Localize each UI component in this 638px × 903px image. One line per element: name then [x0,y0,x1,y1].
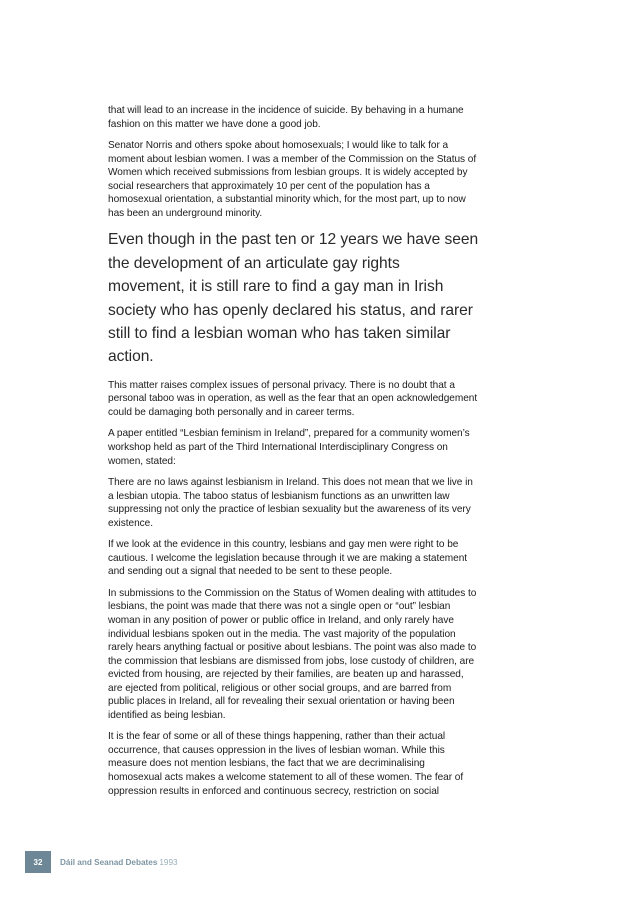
paragraph-senator-norris: Senator Norris and others spoke about homosexuals; I would like to talk for a moment about lesbian women. I was a member of the Commission on the Status of Women which received submissions from lesbian groups. It is widely accepted by social researchers that approximately 10 per cent of the population has a homosexual orientation, a substantial minority which, for the most part, up to now has been an underground minority. [108,140,477,219]
paragraph-quoted-statement: There are no laws against lesbianism in Ireland. This does not mean that we live in a lesbian utopia. The taboo status of lesbianism functions as an unwritten law suppressing not only the practice of lesbian sexuality but the awareness of its very existence. [108,477,473,529]
paragraph-commission-submissions: In submissions to the Commission on the Status of Women dealing with attitudes to lesbians, the point was made that there was not a single open or “out” lesbian woman in any position of power or public office in Ireland, and only rarely have individual lesbians spoken out in the media. The vast majority of the population rarely hears anything factual or positive about lesbians. The point was also made to the commission that lesbians are dismissed from jobs, lose custody of children, are evicted from housing, are rejected by their families, are beaten up and harassed, are ejected from political, religious or other social groups, and are barred from public places in Ireland, all for revealing their sexual orientation or having been identified as being lesbian. [108,587,477,721]
page-number: 32 [25,851,51,873]
footer-title-text: Dáil and Seanad Debates [60,857,158,867]
footer-publication-title [60,851,178,873]
paragraph-fear-of-oppression: It is the fear of some or all of these things happening, rather than their actual occurrence, that causes oppression in the lives of lesbian woman. While this measure does not mention lesbians, the fact that we are decriminalising homosexual acts makes a welcome statement to all of these women. The fear of oppression results in enforced and continuous secrecy, restriction on social [108,731,464,797]
paragraph-suicide-continuation: that will lead to an increase in the incidence of suicide. By behaving in a humane fashion on this matter we have done a good job. [108,105,464,130]
page-body [108,104,480,806]
paragraph-evidence: If we look at the evidence in this country, lesbians and gay men were right to be cautious. I welcome the legislation because through it we are making a statement and sending out a signal that needed to be sent to these people. [108,539,468,578]
pull-quote: Even though in the past ten or 12 years we have seen the development of an articulate gay rights movement, it is still rare to find a gay man in Irish society who has openly declared his status, and rarer still to find a lesbian woman who has taken similar action. [108,231,479,366]
page-footer [0,851,638,873]
footer-year: 1993 [159,857,178,867]
paragraph-personal-privacy: This matter raises complex issues of personal privacy. There is no doubt that a personal taboo was in operation, as well as the fear that an open acknowledgement could be damaging both personally and in career terms. [108,379,478,418]
paragraph-lesbian-feminism-paper: A paper entitled “Lesbian feminism in Ireland”, prepared for a community women’s workshop held as part of the Third International Interdisciplinary Congress on women, stated: [108,428,470,467]
